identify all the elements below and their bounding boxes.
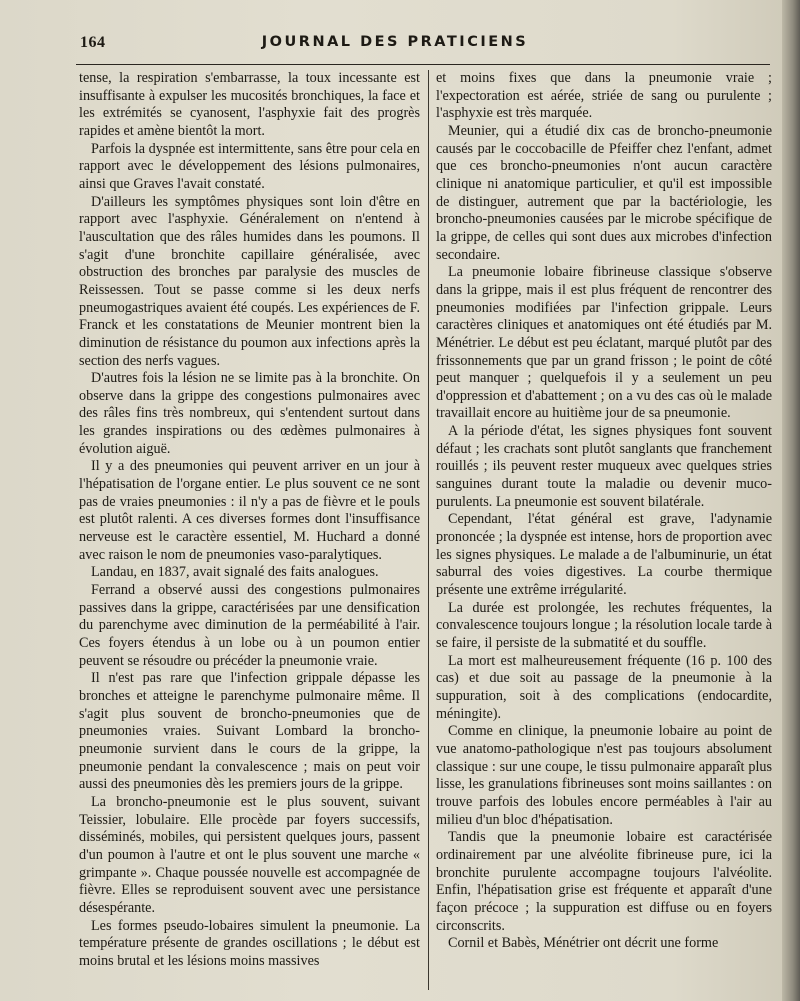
journal-title: JOURNAL DES PRATICIENS (261, 34, 529, 50)
paragraph: A la période d'état, les signes physiques font souvent défaut ; les crachats sont plutôt sanglants que franchement rouillés ; ils peuvent rester muqueux avec quelques stries sanguines durant toute la maladie ou devenir muco-purulents. La pneumonie est souvent bilatérale. (436, 423, 772, 510)
paragraph: La broncho-pneumonie est le plus souvent, suivant Teissier, lobulaire. Elle procède par foyers successifs, disséminés, mobiles, qui persistent quelques jours, passent d'un poumon à l'autre et ont le plus souvent une marche « grimpante ». Chaque poussée nouvelle est accompagnée de fièvre. Elles se reproduisent souvent avec une persistance désespérante. (79, 793, 420, 916)
page-number: 164 (80, 34, 106, 51)
paragraph: D'ailleurs les symptômes physiques sont loin d'être en rapport avec l'asphyxie. Généralement on n'entend à l'auscultation que des râles humides dans les poumons. Il s'agit d'une bronchite capillaire généralisée, avec obstruction des bronches par paralysie des muscles de Reissessen. Tout se passe comme si les deux nerfs pneumogastriques avaient été coupés. Les expériences de F. Franck et les constatations de Meunier montrent bien la diminution de résistance du poumon aux infections après la section des nerfs vagues. (79, 193, 420, 369)
paragraph: et moins fixes que dans la pneumonie vraie ; l'expectoration est aérée, striée de sang ou purulente ; l'asphyxie est très marquée. (436, 70, 772, 122)
paragraph: Cornil et Babès, Ménétrier ont décrit une forme (448, 935, 719, 952)
paragraph: Il y a des pneumonies qui peuvent arriver en un jour à l'hépatisation de l'organe entier. Le plus souvent ce ne sont pas de vraies pneumonies : il n'y a pas de fièvre et le pouls est plutôt ralenti. A ces diverses formes dont l'insuffisance nerveuse est le caractère essentiel, M. Huchard a donné avec raison le nom de pneumonies vaso-paralytiques. (79, 458, 420, 563)
left-column (79, 70, 420, 995)
paragraph: Parfois la dyspnée est intermittente, sans être pour cela en rapport avec le développement des lésions pulmonaires, ainsi que Graves l'avait constaté. (79, 140, 420, 192)
paragraph: Ferrand a observé aussi des congestions pulmonaires passives dans la grippe, caractérisées par une densification du parenchyme avec diminution de la perméabilité à l'air. Ces foyers étendus à un lobe ou à un poumon entier peuvent se résoudre ou précéder la pneumonie vraie. (79, 582, 420, 669)
right-column (436, 70, 772, 995)
paragraph: La pneumonie lobaire fibrineuse classique s'observe dans la grippe, mais il est plus fréquent de rencontrer des pneumonies modifiées par l'infection grippale. Leurs caractères cliniques et anatomiques ont été étudiés par M. Ménétrier. Le début est peu éclatant, marqué plutôt par des frissonnements que par un grand frisson ; le point de côté peut manquer ; quelquefois il y a seulement un peu d'oppression et d'abattement ; on a vu des cas où le malade travaillait encore au huitième jour de sa pneumonie. (436, 264, 772, 422)
header-rule (76, 64, 770, 65)
paragraph: Tandis que la pneumonie lobaire est caractérisée ordinairement par une alvéolite fibrineuse pure, ici la bronchite purulente accompagne toujours l'alvéolite. Enfin, l'hépatisation grise est fréquente et apparaît d'une façon précoce ; la suppuration est diffuse ou en foyers circonscrits. (436, 829, 772, 934)
paragraph: Landau, en 1837, avait signalé des faits analogues. (91, 564, 379, 581)
paragraph: Il n'est pas rare que l'infection grippale dépasse les bronches et atteigne le parenchyme pulmonaire même. Il s'agit plus souvent de broncho-pneumonies que de pneumonies vraies. Suivant Lombard la broncho-pneumonie survient dans le cours de la grippe, la pneumonie pendant la convalescence ; mais on peut voir aussi des pneumonies dès les premiers jours de la grippe. (79, 670, 420, 793)
paragraph: tense, la respiration s'embarrasse, la toux incessante est insuffisante à expulser les mucosités bronchiques, la face et les extrémités se cyanosent, l'asphyxie fait des progrès rapides et amène bientôt la mort. (79, 70, 420, 139)
paragraph: Meunier, qui a étudié dix cas de broncho-pneumonie causés par le coccobacille de Pfeiffer chez l'enfant, admet que ces broncho-pneumonies n'ont aucun caractère clinique ni anatomique particulier, et qu'il est impossible de distinguer, autrement que par la bactériologie, les broncho-pneumonies causées par le microbe spécifique de la grippe, de celles qui sont dues aux microbes d'infection secondaire. (436, 122, 772, 263)
paragraph: La durée est prolongée, les rechutes fréquentes, la convalescence toujours longue ; la résolution locale tarde à se faire, il persiste de la submatité et du souffle. (436, 599, 772, 651)
paragraph: La mort est malheureusement fréquente (16 p. 100 des cas) et due soit au passage de la pneumonie à la suppuration, soit à des complications (endocardite, méningite). (436, 652, 772, 722)
column-divider (428, 70, 429, 990)
page-header (0, 30, 790, 60)
page-binding-shadow (782, 0, 800, 1001)
paragraph: Comme en clinique, la pneumonie lobaire au point de vue anatomo-pathologique n'est pas toujours absolument classique : sur une coupe, le tissu pulmonaire apparaît plus lisse, les granulations fibrineuses sont moins saillantes : on trouve parfois des lobules encore perméables à l'air au milieu d'un bloc d'hépatisation. (436, 723, 772, 828)
paragraph: Cependant, l'état général est grave, l'adynamie prononcée ; la dyspnée est intense, hors de proportion avec les signes physiques. Le malade a de l'albuminurie, un état saburral des voies digestives. La courbe thermique présente une extrême irrégularité. (436, 511, 772, 599)
paragraph: Les formes pseudo-lobaires simulent la pneumonie. La température présente de grandes oscillations ; le début est moins brutal et les lésions moins massives (79, 917, 420, 969)
paragraph: D'autres fois la lésion ne se limite pas à la bronchite. On observe dans la grippe des congestions pulmonaires avec des râles fins très nombreux, qui s'entendent surtout dans les grandes inspirations ou des œdèmes pulmonaires à évolution aiguë. (79, 370, 420, 457)
